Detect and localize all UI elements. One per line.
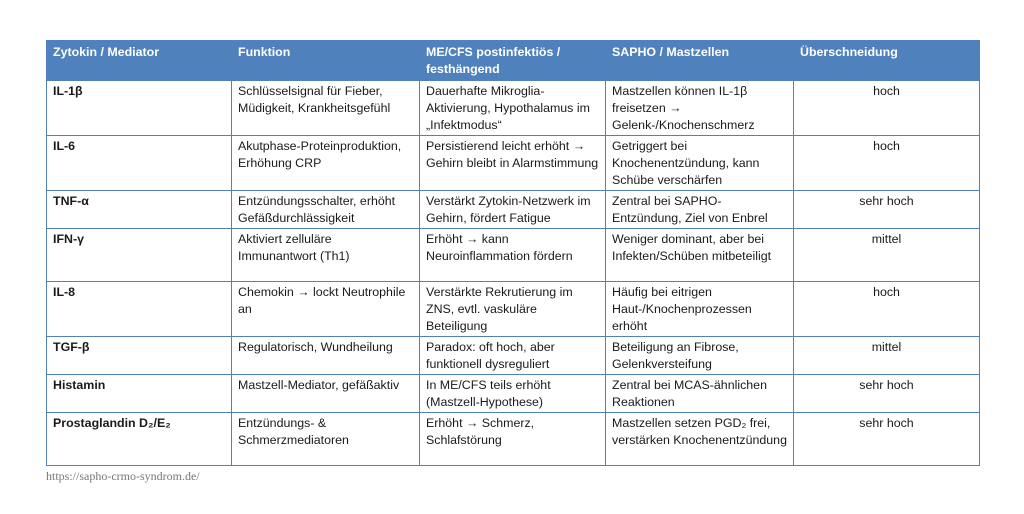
table-row <box>47 282 980 337</box>
table-row <box>47 375 980 413</box>
cell-function: Schlüsselsignal für Fieber, Müdigkeit, Krankheitsgefühl <box>232 81 420 136</box>
cell-function: Entzündungsschalter, erhöht Gefäßdurchlässigkeit <box>232 191 420 229</box>
cell-overlap: mittel <box>794 337 980 375</box>
cell-overlap: hoch <box>794 282 980 337</box>
table-row <box>47 81 980 136</box>
cell-overlap: hoch <box>794 81 980 136</box>
cell-mecfs: Paradox: oft hoch, aber funktionell dysreguliert <box>420 337 606 375</box>
table-row <box>47 229 980 282</box>
cell-sapho: Zentral bei MCAS-ähnlichen Reaktionen <box>606 375 794 413</box>
cell-mecfs: Verstärkt Zytokin-Netzwerk im Gehirn, fördert Fatigue <box>420 191 606 229</box>
table-body <box>47 81 980 466</box>
cell-mecfs: Dauerhafte Mikroglia-Aktivierung, Hypothalamus im „Infektmodus“ <box>420 81 606 136</box>
cell-overlap: mittel <box>794 229 980 282</box>
cell-mecfs: Erhöht → kann Neuroinflammation fördern <box>420 229 606 282</box>
cell-mecfs: Verstärkte Rekrutierung im ZNS, evtl. vaskuläre Beteiligung <box>420 282 606 337</box>
cell-mediator: IL-1β <box>47 81 232 136</box>
header-sapho: SAPHO / Mastzellen <box>606 41 794 81</box>
cell-overlap: sehr hoch <box>794 191 980 229</box>
source-url: https://sapho-crmo-syndrom.de/ <box>46 469 200 483</box>
cell-mecfs: In ME/CFS teils erhöht (Mastzell-Hypothese) <box>420 375 606 413</box>
table-row <box>47 136 980 191</box>
cell-mediator: IL-6 <box>47 136 232 191</box>
cell-overlap: sehr hoch <box>794 413 980 466</box>
cell-mediator: TNF-α <box>47 191 232 229</box>
cell-function: Mastzell-Mediator, gefäßaktiv <box>232 375 420 413</box>
cell-function: Aktiviert zelluläre Immunantwort (Th1) <box>232 229 420 282</box>
header-row <box>47 41 980 81</box>
cell-mediator: TGF-β <box>47 337 232 375</box>
cell-function: Regulatorisch, Wundheilung <box>232 337 420 375</box>
table-row <box>47 337 980 375</box>
cell-function: Chemokin → lockt Neutrophile an <box>232 282 420 337</box>
cell-sapho: Beteiligung an Fibrose, Gelenkversteifung <box>606 337 794 375</box>
cell-function: Entzündungs- & Schmerzmediatoren <box>232 413 420 466</box>
cell-mediator: Histamin <box>47 375 232 413</box>
cell-sapho: Häufig bei eitrigen Haut-/Knochenprozessen erhöht <box>606 282 794 337</box>
table-row <box>47 413 980 466</box>
cell-mecfs: Erhöht → Schmerz, Schlafstörung <box>420 413 606 466</box>
cell-sapho: Weniger dominant, aber bei Infekten/Schüben mitbeteiligt <box>606 229 794 282</box>
cell-mediator: Prostaglandin D₂/E₂ <box>47 413 232 466</box>
cytokine-table-container <box>46 40 979 466</box>
header-function: Funktion <box>232 41 420 81</box>
cell-mecfs: Persistierend leicht erhöht → Gehirn bleibt in Alarmstimmung <box>420 136 606 191</box>
table-header <box>47 41 980 81</box>
cell-overlap: hoch <box>794 136 980 191</box>
header-mecfs: ME/CFS postinfektiös / festhängend <box>420 41 606 81</box>
cell-sapho: Mastzellen setzen PGD₂ frei, verstärken Knochenentzündung <box>606 413 794 466</box>
cell-mediator: IFN-γ <box>47 229 232 282</box>
cytokine-comparison-table <box>46 40 980 466</box>
cell-overlap: sehr hoch <box>794 375 980 413</box>
cell-sapho: Zentral bei SAPHO-Entzündung, Ziel von Enbrel <box>606 191 794 229</box>
cell-function: Akutphase-Proteinproduktion, Erhöhung CRP <box>232 136 420 191</box>
cell-sapho: Mastzellen können IL-1β freisetzen → Gelenk-/Knochenschmerz <box>606 81 794 136</box>
cell-mediator: IL-8 <box>47 282 232 337</box>
header-overlap: Überschneidung <box>794 41 980 81</box>
header-mediator: Zytokin / Mediator <box>47 41 232 81</box>
cell-sapho: Getriggert bei Knochenentzündung, kann Schübe verschärfen <box>606 136 794 191</box>
table-row <box>47 191 980 229</box>
